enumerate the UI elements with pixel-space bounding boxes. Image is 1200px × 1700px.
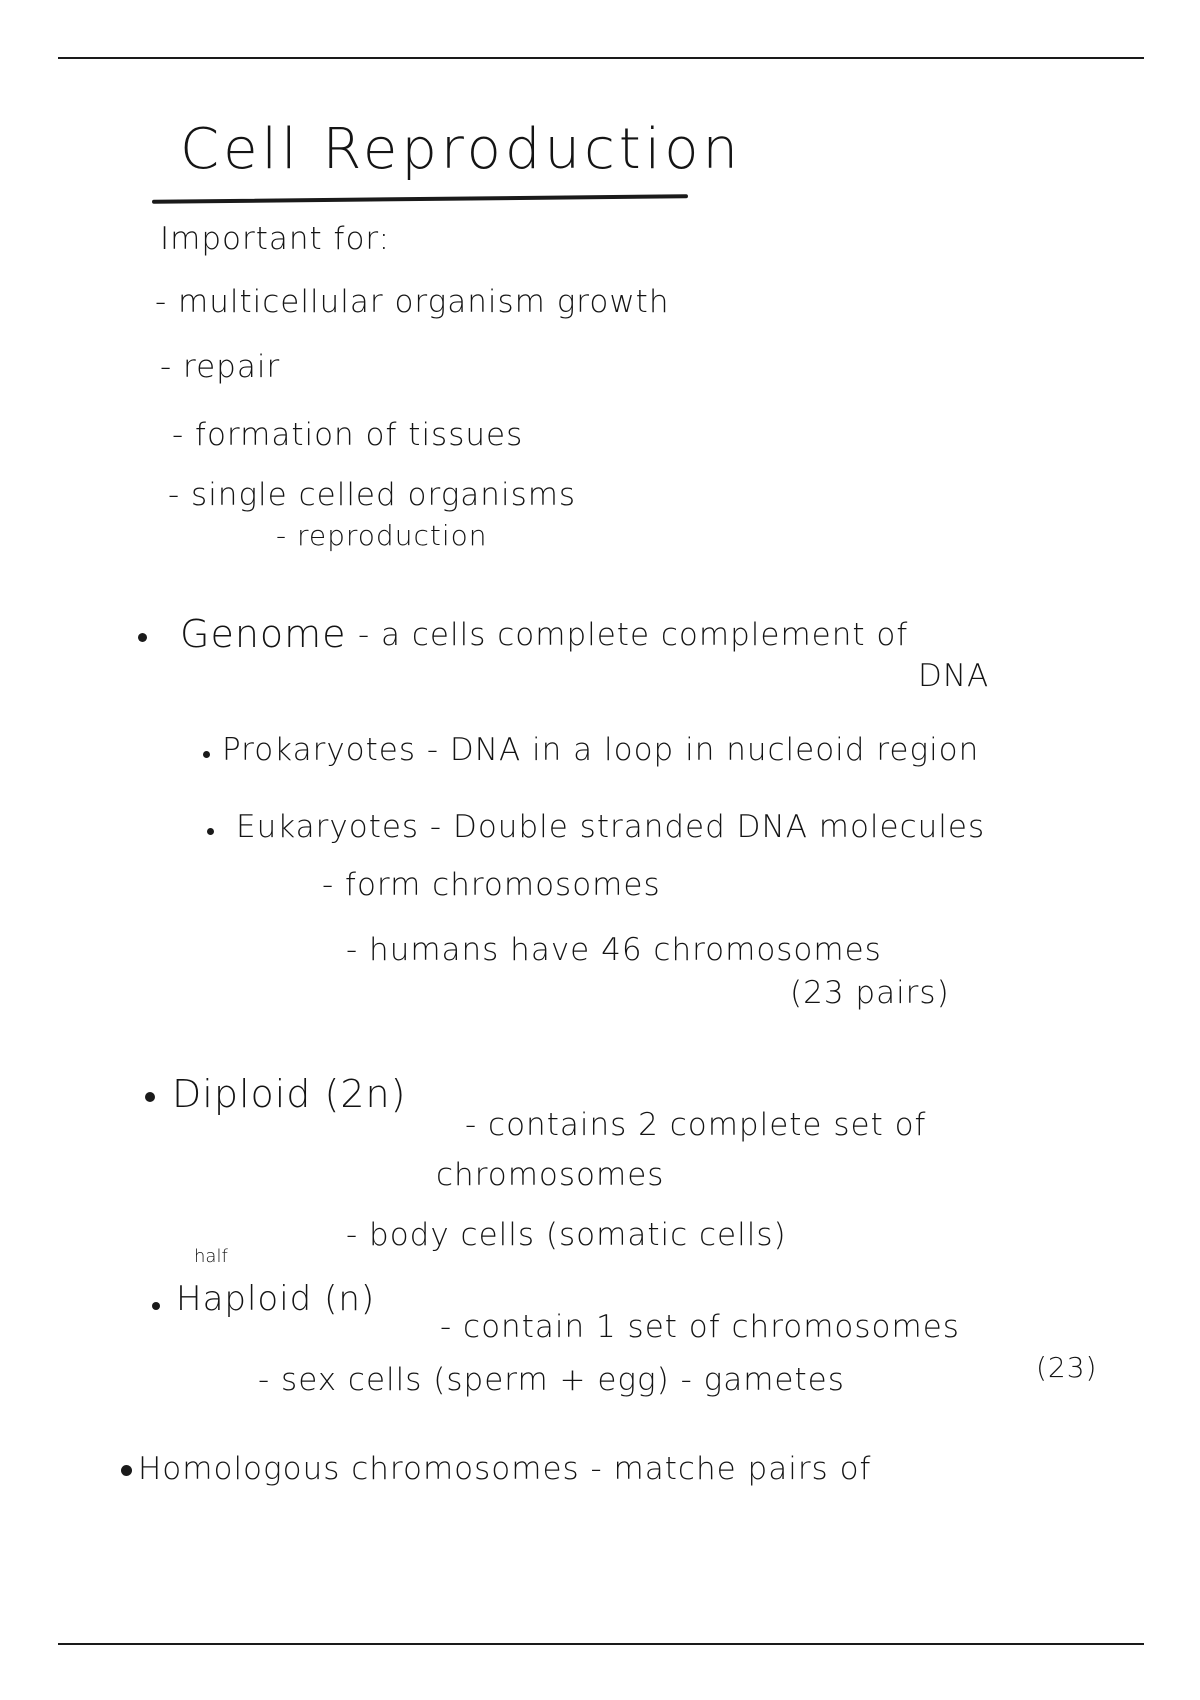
eukaryotes-sub-humans: - humans have 46 chromosomes: [346, 932, 882, 968]
haploid-bullet: [152, 1302, 160, 1310]
homologous-line: Homologous chromosomes - matche pairs of: [138, 1451, 872, 1487]
diploid-bullet: [145, 1092, 155, 1102]
haploid-note-half: half: [194, 1246, 228, 1267]
important-item-growth: - multicellular organism growth: [155, 284, 670, 320]
eukaryotes-sub-pairs: (23 pairs): [790, 975, 950, 1011]
important-item-repair: - repair: [160, 349, 281, 385]
genome-term: Genome: [180, 612, 347, 656]
bottom-rule: [58, 1643, 1144, 1645]
diploid-definition-line2: chromosomes: [436, 1157, 665, 1193]
important-sub-reproduction: - reproduction: [276, 519, 488, 552]
eukaryotes-bullet: [207, 828, 214, 835]
haploid-definition: - contain 1 set of chromosomes: [440, 1309, 960, 1345]
homologous-bullet: [121, 1465, 132, 1476]
diploid-term: Diploid (2n): [172, 1072, 407, 1116]
important-item-tissues: - formation of tissues: [172, 417, 524, 453]
eukaryotes-line: Eukaryotes - Double stranded DNA molecules: [236, 809, 986, 845]
page-title: Cell Reproduction: [180, 117, 743, 182]
diploid-definition-line1: - contains 2 complete set of: [465, 1107, 927, 1143]
genome-bullet: [138, 633, 147, 642]
genome-definition-line2: DNA: [918, 658, 990, 694]
top-rule: [58, 57, 1144, 59]
genome-definition-line1: - a cells complete complement of: [358, 617, 909, 653]
eukaryotes-sub-chromosomes: - form chromosomes: [322, 867, 661, 903]
diploid-sub-body-cells: - body cells (somatic cells): [346, 1217, 787, 1253]
haploid-sub-sex-cells: - sex cells (sperm + egg) - gametes: [258, 1362, 845, 1398]
important-heading: Important for:: [160, 221, 391, 257]
important-item-single-celled: - single celled organisms: [168, 477, 577, 513]
haploid-term: Haploid (n): [176, 1279, 376, 1319]
haploid-chromosome-count: (23): [1036, 1351, 1098, 1384]
title-underline: [152, 194, 688, 204]
prokaryotes-bullet: [203, 751, 210, 758]
prokaryotes-line: Prokaryotes - DNA in a loop in nucleoid region: [222, 732, 980, 768]
